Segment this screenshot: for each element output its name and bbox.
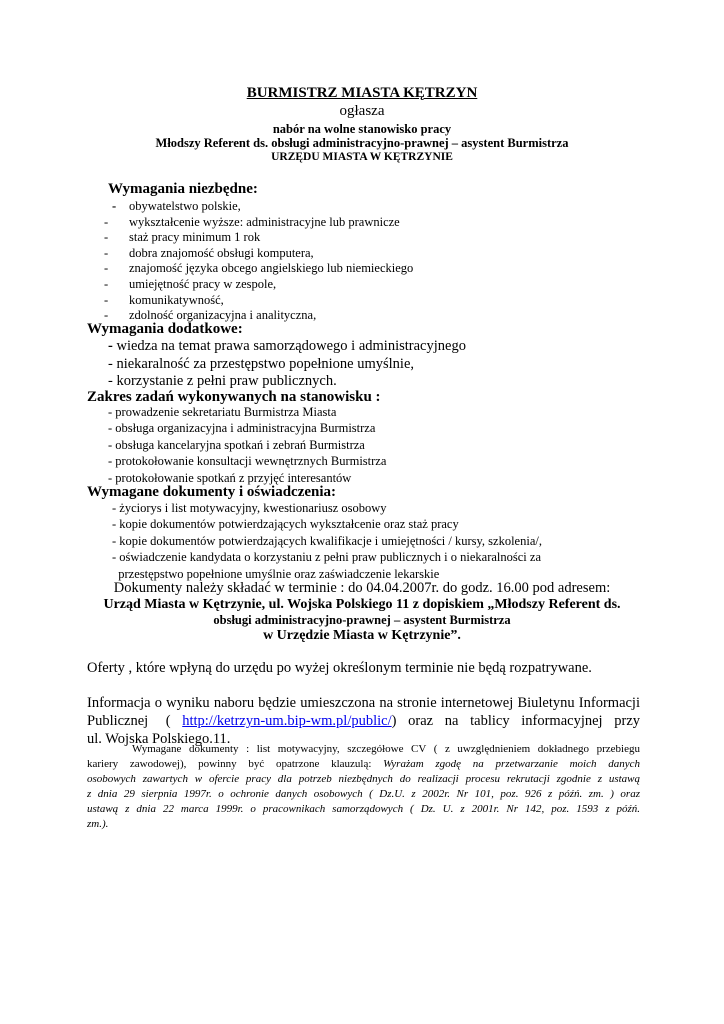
additional-list xyxy=(108,338,466,391)
footnote-line-4: z dnia 29 sierpnia 1997r. o ochronie danych osobowych ( Dz.U. z 2002r. Nr 101, poz. 926 z późń. zm. ) oraz xyxy=(87,788,640,800)
list-item: - wykształcenie wyższe: administracyjne lub prawnicze xyxy=(104,214,400,229)
list-item: - prowadzenie sekretariatu Burmistrza Miasta xyxy=(108,405,337,419)
recruitment-label: nabór na wolne stanowisko pracy xyxy=(272,122,452,136)
footnote-line-6: zm.). xyxy=(87,818,109,830)
list-item: przestępstwo popełnione umyślnie oraz zaświadczenie lekarskie xyxy=(112,566,440,581)
info-line-2: Publicznej ( http://ketrzyn-um.bip-wm.pl/public/) oraz na tablicy informacyjnej przy xyxy=(87,713,640,729)
list-item: - wiedza na temat prawa samorządowego i administracyjnego xyxy=(108,338,466,354)
list-item: - obsługa organizacyjna i administracyjna Burmistrza xyxy=(108,421,376,436)
tasks-list xyxy=(108,404,386,486)
footnote-line-5: ustawą z dnia 22 marca 1999r. o pracownikach samorządowych ( Dz. U. z 2001r. Nr 142, poz. 1593 z późń. xyxy=(87,803,640,815)
footnote-line-1: Wymagane dokumenty : list motywacyjny, szczegółowe CV ( z uwzględnieniem dokładnego przebiegu xyxy=(132,743,640,755)
list-item: - niekaralność za przestępstwo popełnione umyślnie, xyxy=(108,355,415,372)
deadline-text: Dokumenty należy składać w terminie : do 04.04.2007r. do godz. 16.00 pod adresem: xyxy=(113,580,611,596)
list-item: - dobra znajomość obsługi komputera, xyxy=(104,245,314,260)
info-line-3: ul. Wojska Polskiego.11. xyxy=(87,731,231,747)
address-line-2: obsługi administracyjno-prawnej – asystent Burmistrza xyxy=(213,613,511,627)
list-item: - obsługa kancelaryjna spotkań i zebrań Burmistrza xyxy=(108,437,365,452)
tasks-heading: Zakres zadań wykonywanych na stanowisku : xyxy=(87,389,381,405)
footnote-paragraph xyxy=(87,742,640,832)
list-item: - protokołowanie spotkań z przyjęć interesantów xyxy=(108,470,352,485)
position-title: Młodszy Referent ds. obsługi administracyjno-prawnej – asystent Burmistrza xyxy=(155,136,569,150)
list-item: - oświadczenie kandydata o korzystaniu z pełni praw publicznych i o niekaralności za xyxy=(112,550,542,565)
address-line-3: w Urzędzie Miasta w Kętrzynie”. xyxy=(263,628,461,643)
required-heading: Wymagania niezbędne: xyxy=(108,181,258,197)
documents-list xyxy=(112,500,542,582)
announces-label: ogłasza xyxy=(339,103,385,119)
info-line-1: Informacja o wyniku naboru będzie umieszczona na stronie internetowej Biuletynu Informacji xyxy=(87,695,640,711)
office-name: URZĘDU MIASTA W KĘTRZYNIE xyxy=(271,151,453,163)
additional-heading: Wymagania dodatkowe: xyxy=(87,321,243,337)
required-list xyxy=(104,199,413,324)
list-item: - korzystanie z pełni praw publicznych. xyxy=(108,373,337,390)
list-item: - zdolność organizacyjna i analityczna, xyxy=(104,308,317,323)
list-item: - kopie dokumentów potwierdzających kwalifikacje i umiejętności / kursy, szkolenia/, xyxy=(112,533,542,548)
list-item: - życiorys i list motywacyjny, kwestionariusz osobowy xyxy=(112,501,387,515)
list-item: - komunikatywność, xyxy=(104,292,224,307)
list-item: - umiejętność pracy w zespole, xyxy=(104,276,277,291)
info-paragraph xyxy=(87,694,640,748)
documents-heading: Wymagane dokumenty i oświadczenia: xyxy=(87,484,337,500)
footnote-line-2: kariery zawodowej), powinny być opatrzone klauzulą: Wyrażam zgodę na przetwarzanie moich danych xyxy=(87,758,640,770)
address-line-1: Urząd Miasta w Kętrzynie, ul. Wojska Polskiego 11 z dopiskiem „Młodszy Referent ds. xyxy=(103,597,621,612)
list-item: - staż pracy minimum 1 rok xyxy=(104,230,261,245)
bip-link[interactable]: http://ketrzyn-um.bip-wm.pl/public/ xyxy=(182,713,392,729)
list-item: - protokołowanie konsultacji wewnętrznych Burmistrza xyxy=(108,454,387,469)
document-title: BURMISTRZ MIASTA KĘTRZYN xyxy=(246,85,478,101)
offers-note: Oferty , które wpłyną do urzędu po wyżej określonym terminie nie będą rozpatrywane. xyxy=(87,660,592,676)
list-item: - kopie dokumentów potwierdzających wykształcenie oraz staż pracy xyxy=(112,517,459,532)
footnote-line-3: osobowych zawartych w ofercie pracy dla potrzeb niezbędnych do realizacji procesu rekrutacji zgodnie z ustawą xyxy=(87,773,640,785)
list-item: - znajomość języka obcego angielskiego lub niemieckiego xyxy=(104,261,414,276)
list-item: - obywatelstwo polskie, xyxy=(112,199,241,213)
